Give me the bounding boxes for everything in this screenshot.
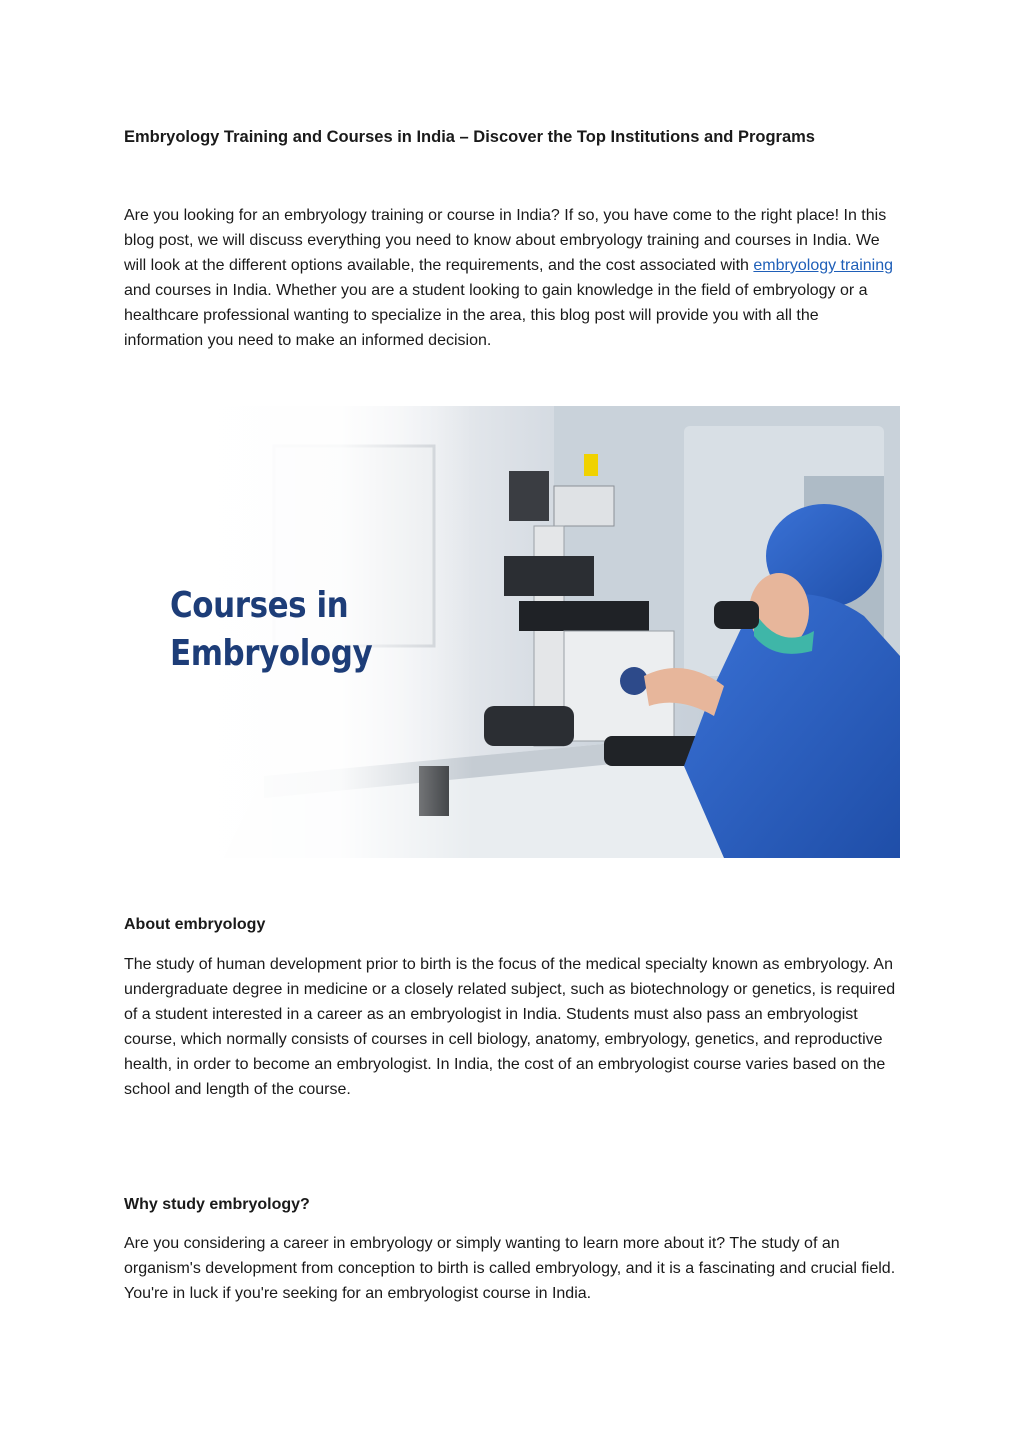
why-heading: Why study embryology?: [124, 1196, 310, 1213]
hero-line-2: Embryology: [170, 633, 373, 674]
intro-text-before-link: Are you looking for an embryology training or course in India? If so, you have come to the right place! In this blog post, we will discuss everything you need to know about embryology training and courses in India. We will look at the different options available, the requirements, and the cost associated with: [124, 207, 887, 274]
intro-text-after-link: and courses in India. Whether you are a student looking to gain knowledge in the field of embryology or a healthcare professional wanting to specialize in the area, this blog post will provide you with all the information you need to make an informed decision.: [124, 282, 868, 349]
about-paragraph: The study of human development prior to birth is the focus of the medical specialty known as embryology. An undergraduate degree in medicine or a closely related subject, such as biotechnology or genetics, is required of a student interested in a career as an embryologist in India. Students must also pass an embryologist course, which normally consists of courses in cell biology, anatomy, embryology, genetics, and reproductive health, in order to become an embryologist. In India, the cost of an embryologist course varies based on the school and length of the course.: [124, 956, 896, 1098]
page-title: Embryology Training and Courses in India – Discover the Top Institutions and Programs: [124, 128, 815, 146]
hero-line-1: Courses in: [170, 585, 349, 626]
hero-image: [124, 406, 900, 858]
intro-paragraph: [124, 203, 899, 353]
embryology-training-link[interactable]: embryology training: [753, 257, 894, 274]
hero-overlay-text: [170, 582, 372, 678]
about-heading: About embryology: [124, 916, 266, 933]
why-paragraph: Are you considering a career in embryology or simply wanting to learn more about it? The study of an organism's development from conception to birth is called embryology, and it is a fascinating and crucial field. You're in luck if you're seeking for an embryologist course in India.: [124, 1235, 896, 1302]
